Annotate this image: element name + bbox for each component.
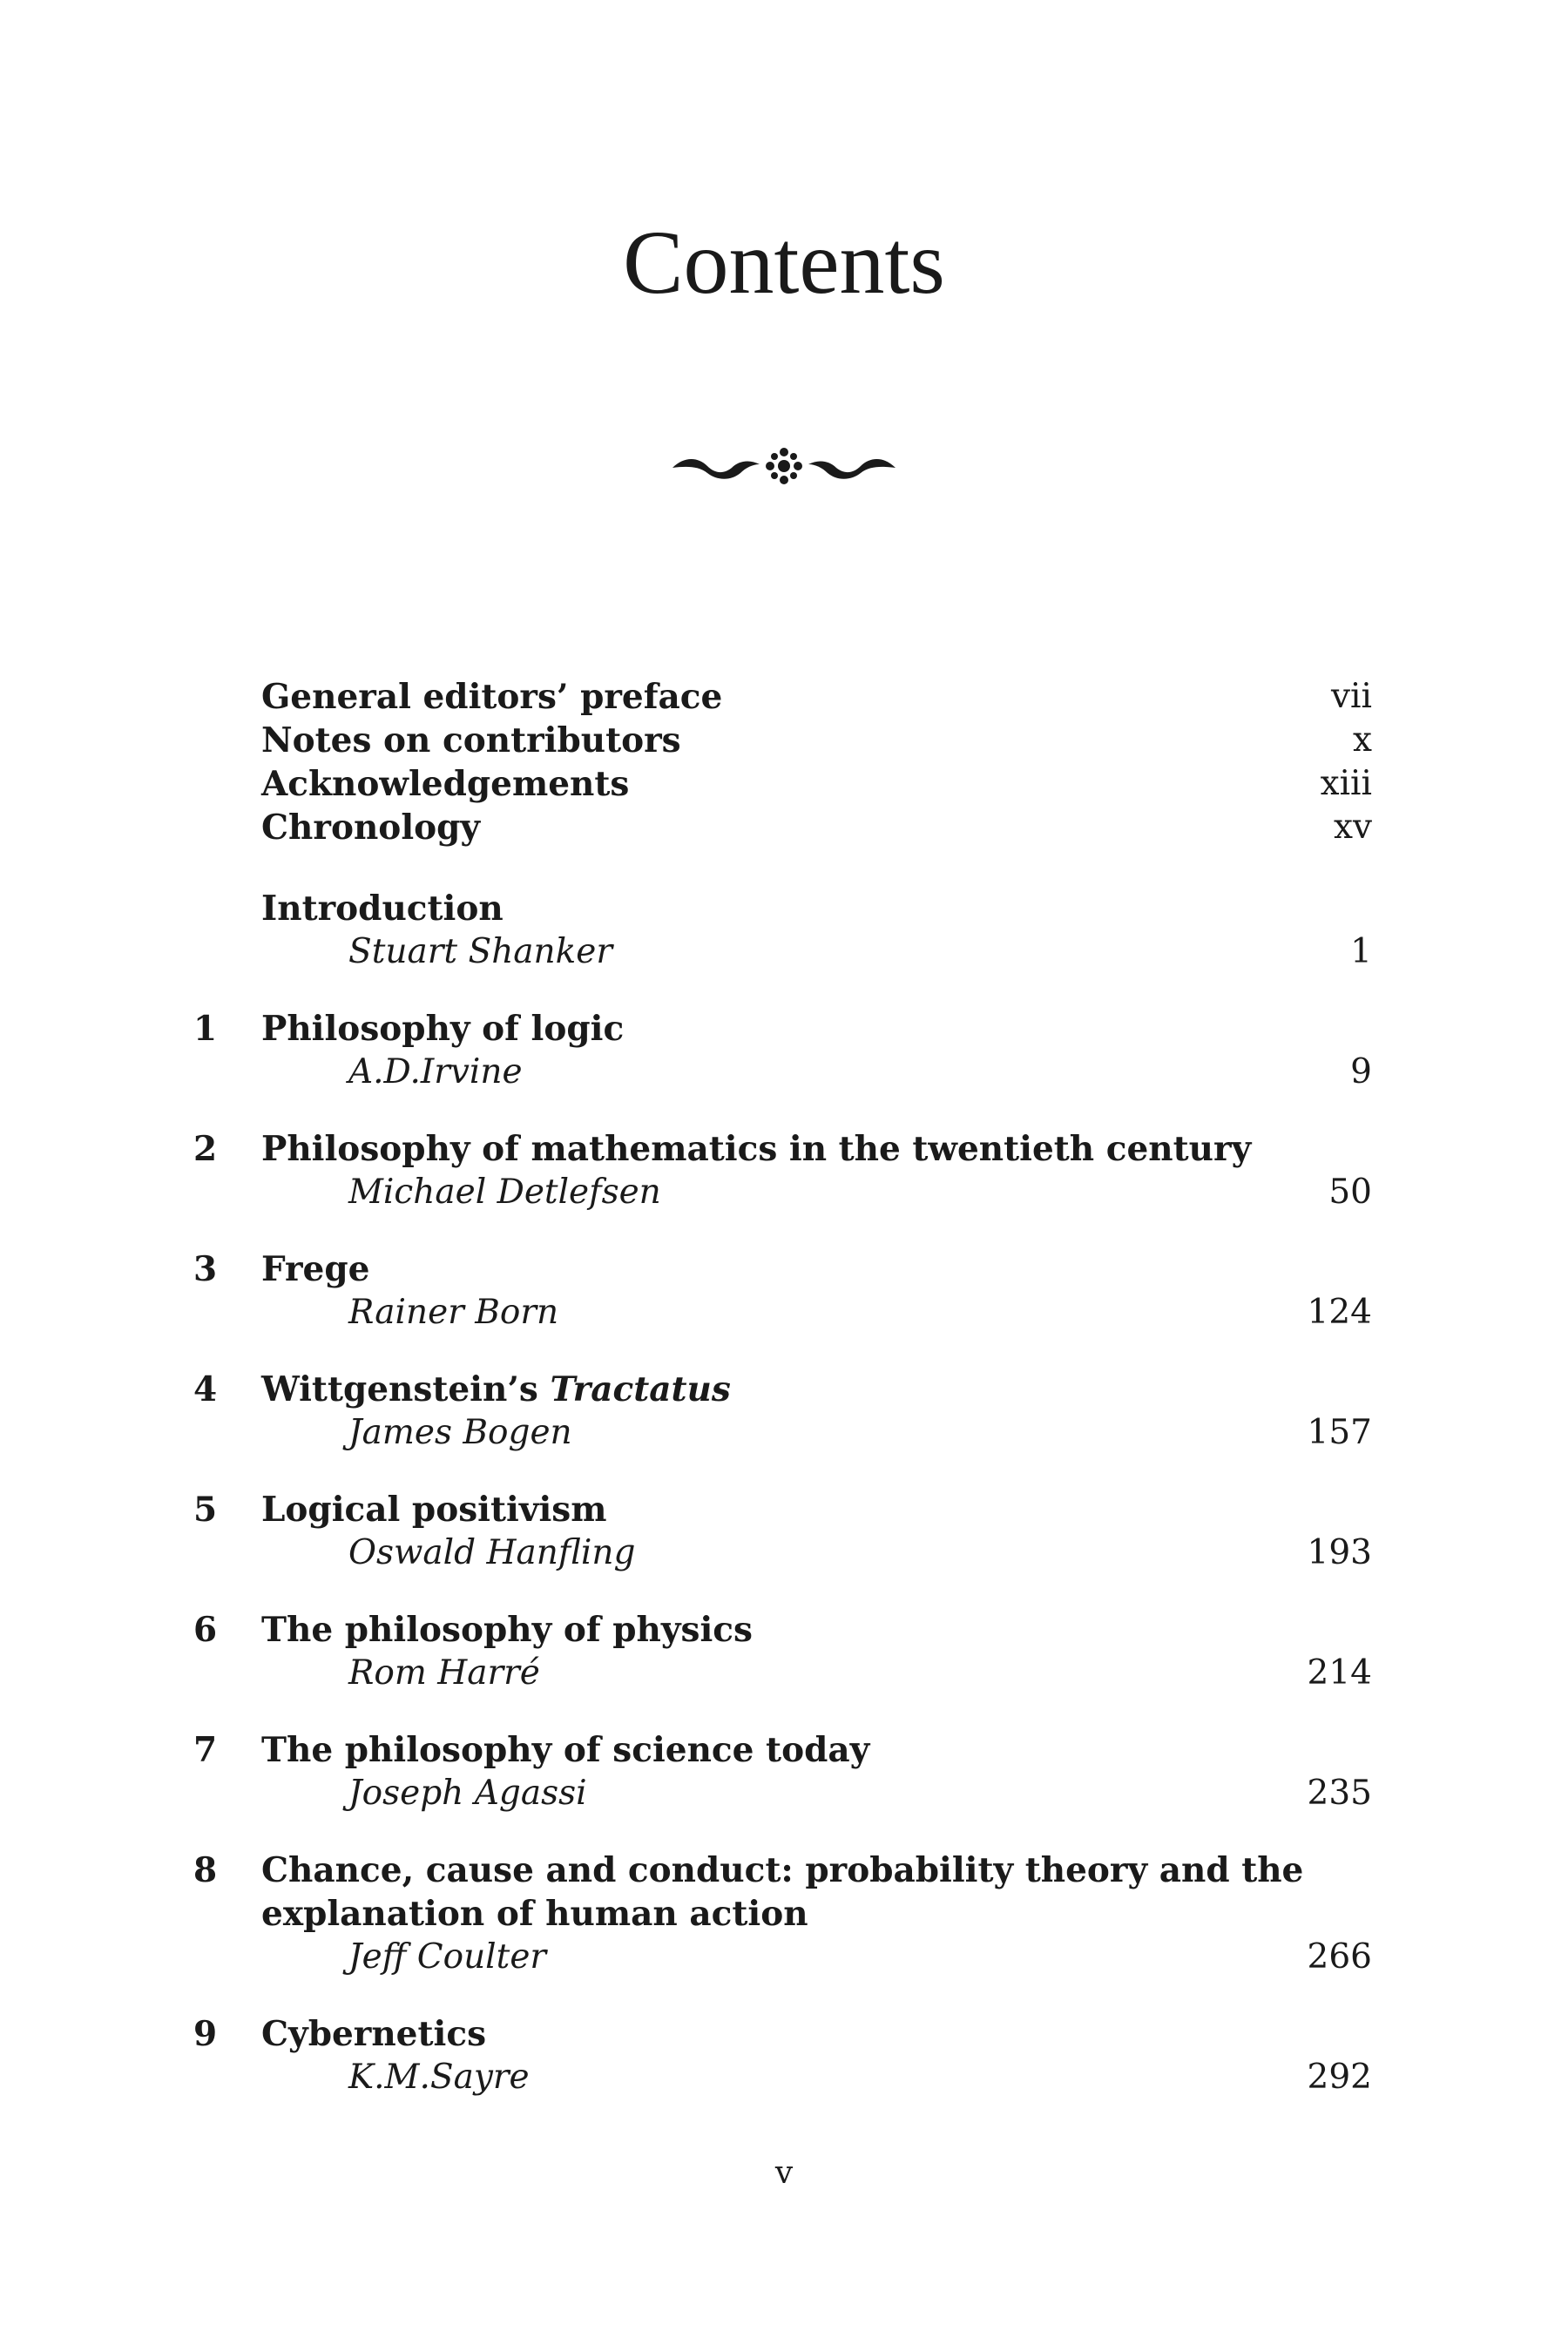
toc-entry-title: Introduction [261, 889, 504, 929]
toc-chapter-author-line [0, 1291, 1568, 1335]
chapter-title: Cybernetics [261, 2014, 487, 2054]
toc-chapter-author-line [0, 2056, 1568, 2099]
chapter-number: 2 [193, 1129, 218, 1169]
toc-chapter-author-line [0, 1171, 1568, 1214]
toc-entry-title: General editors’ preface [261, 677, 723, 717]
toc-entry-page: x [1353, 720, 1372, 760]
chapter-number: 8 [193, 1850, 218, 1890]
chapter-title: The philosophy of physics [261, 1610, 753, 1650]
chapter-number: 3 [193, 1249, 218, 1289]
chapter-author: Rainer Born [348, 1293, 559, 1332]
toc-entry-page: 1 [1350, 932, 1372, 971]
toc-entry-title: Notes on contributors [261, 720, 681, 760]
chapter-author: Rom Harré [348, 1653, 540, 1693]
chapter-title: Logical positivism [261, 1490, 607, 1530]
chapter-page: 50 [1328, 1173, 1372, 1212]
toc-chapter[interactable] [0, 1127, 1568, 1171]
toc-chapter[interactable] [0, 1728, 1568, 1772]
chapter-title: Frege [261, 1249, 370, 1289]
toc-entry-page: vii [1331, 677, 1372, 716]
toc-chapter-author-line [0, 1652, 1568, 1695]
toc-entry-author: Stuart Shanker [348, 932, 613, 971]
page-title: Contents [623, 213, 945, 313]
toc-entry-title: Acknowledgements [261, 764, 630, 804]
toc-chapter-author-line [0, 1772, 1568, 1815]
toc-entry-author-line [0, 930, 1568, 974]
chapter-author: K.M.Sayre [348, 2058, 530, 2097]
toc-chapter[interactable] [0, 2012, 1568, 2056]
toc-chapter[interactable] [0, 1608, 1568, 1652]
chapter-author: Michael Detlefsen [348, 1173, 661, 1212]
chapter-title-line-1: Chance, cause and conduct: probability theory and the [261, 1850, 1304, 1890]
chapter-title: Philosophy of mathematics in the twentieth century [261, 1129, 1252, 1169]
chapter-title-italic: Tractatus [550, 1369, 731, 1409]
toc-entry[interactable] [0, 762, 1568, 806]
chapter-page: 157 [1307, 1413, 1372, 1452]
toc-chapter[interactable] [0, 1007, 1568, 1051]
toc-chapter-author-line [0, 1051, 1568, 1094]
chapter-number: 1 [193, 1009, 218, 1049]
chapter-number: 7 [193, 1730, 218, 1770]
toc-chapter-author-line [0, 1531, 1568, 1575]
chapter-author: Oswald Hanfling [348, 1533, 636, 1572]
chapter-page: 266 [1307, 1937, 1372, 1977]
toc-entry[interactable] [0, 806, 1568, 849]
chapter-number: 4 [193, 1369, 218, 1409]
chapter-number: 9 [193, 2014, 218, 2054]
toc-entry-title: Chronology [261, 808, 481, 848]
toc-chapter[interactable] [0, 1368, 1568, 1411]
chapter-number: 5 [193, 1490, 218, 1530]
toc-chapter[interactable] [0, 1848, 1568, 1892]
chapter-title-line-2: explanation of human action [261, 1894, 808, 1934]
toc-chapter[interactable] [0, 1488, 1568, 1531]
chapter-number: 6 [193, 1610, 218, 1650]
toc-entry[interactable] [0, 675, 1568, 719]
toc-entry-introduction[interactable] [0, 887, 1568, 930]
toc-chapter[interactable] [0, 1247, 1568, 1291]
toc-chapter-continuation[interactable] [0, 1892, 1568, 1936]
chapter-title [261, 1368, 731, 1411]
chapter-title: Philosophy of logic [261, 1009, 625, 1049]
page-folio: v [774, 2155, 794, 2191]
chapter-author: James Bogen [348, 1413, 572, 1452]
chapter-author: A.D.Irvine [348, 1052, 523, 1092]
toc-entry-page: xv [1333, 808, 1372, 847]
chapter-author: Jeff Coulter [348, 1937, 547, 1977]
chapter-page: 292 [1307, 2058, 1372, 2097]
chapter-page: 124 [1307, 1293, 1372, 1332]
chapter-page: 214 [1307, 1653, 1372, 1693]
chapter-author: Joseph Agassi [348, 1774, 587, 1813]
chapter-title: The philosophy of science today [261, 1730, 870, 1770]
chapter-page: 235 [1307, 1774, 1372, 1813]
toc-entry[interactable] [0, 719, 1568, 762]
toc-chapter-author-line [0, 1936, 1568, 1979]
toc-chapter-author-line [0, 1411, 1568, 1455]
toc-entry-page: xiii [1320, 764, 1372, 803]
chapter-title-text: Wittgenstein’s [261, 1369, 551, 1409]
chapter-page: 193 [1307, 1533, 1372, 1572]
chapter-page: 9 [1350, 1052, 1372, 1092]
